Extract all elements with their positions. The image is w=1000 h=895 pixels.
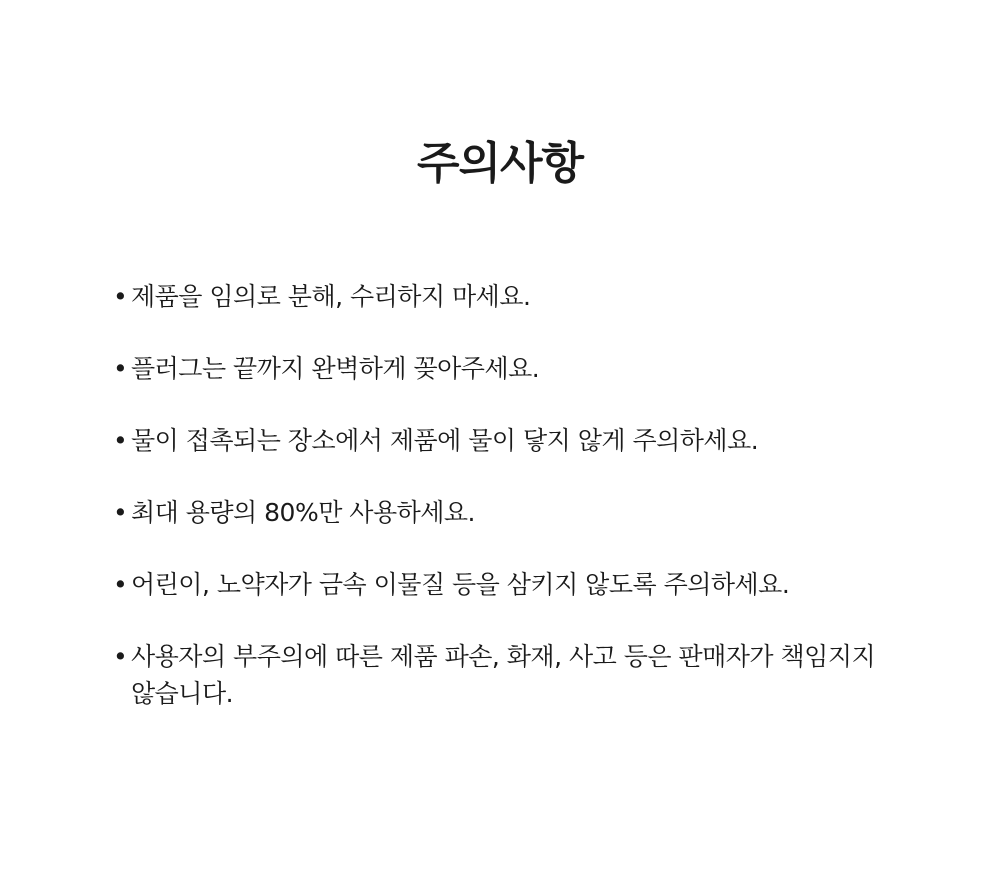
notice-list: [113, 278, 893, 747]
notice-text: 어린이, 노약자가 금속 이물질 등을 삼키지 않도록 주의하세요.: [131, 570, 790, 599]
bullet-icon: •: [113, 498, 128, 527]
notice-item: [113, 494, 893, 531]
notice-text: 사용자의 부주의에 따른 제품 파손, 화재, 사고 등은 판매자가 책임지지 않습니다.: [131, 642, 876, 708]
bullet-icon: •: [113, 570, 128, 599]
notice-text: 제품을 임의로 분해, 수리하지 마세요.: [131, 282, 531, 311]
notice-item: [113, 278, 893, 315]
bullet-icon: •: [113, 426, 128, 455]
notice-item: [113, 566, 893, 603]
notice-item: [113, 638, 893, 712]
notice-item: [113, 350, 893, 387]
notice-text: 물이 접촉되는 장소에서 제품에 물이 닿지 않게 주의하세요.: [131, 426, 759, 455]
notice-text: 최대 용량의 80%만 사용하세요.: [131, 498, 476, 527]
page-title: 주의사항: [416, 138, 583, 189]
notice-item: [113, 422, 893, 459]
bullet-icon: •: [113, 282, 128, 311]
bullet-icon: •: [113, 642, 128, 671]
bullet-icon: •: [113, 354, 128, 383]
notice-text: 플러그는 끝까지 완벽하게 꽂아주세요.: [131, 354, 540, 383]
